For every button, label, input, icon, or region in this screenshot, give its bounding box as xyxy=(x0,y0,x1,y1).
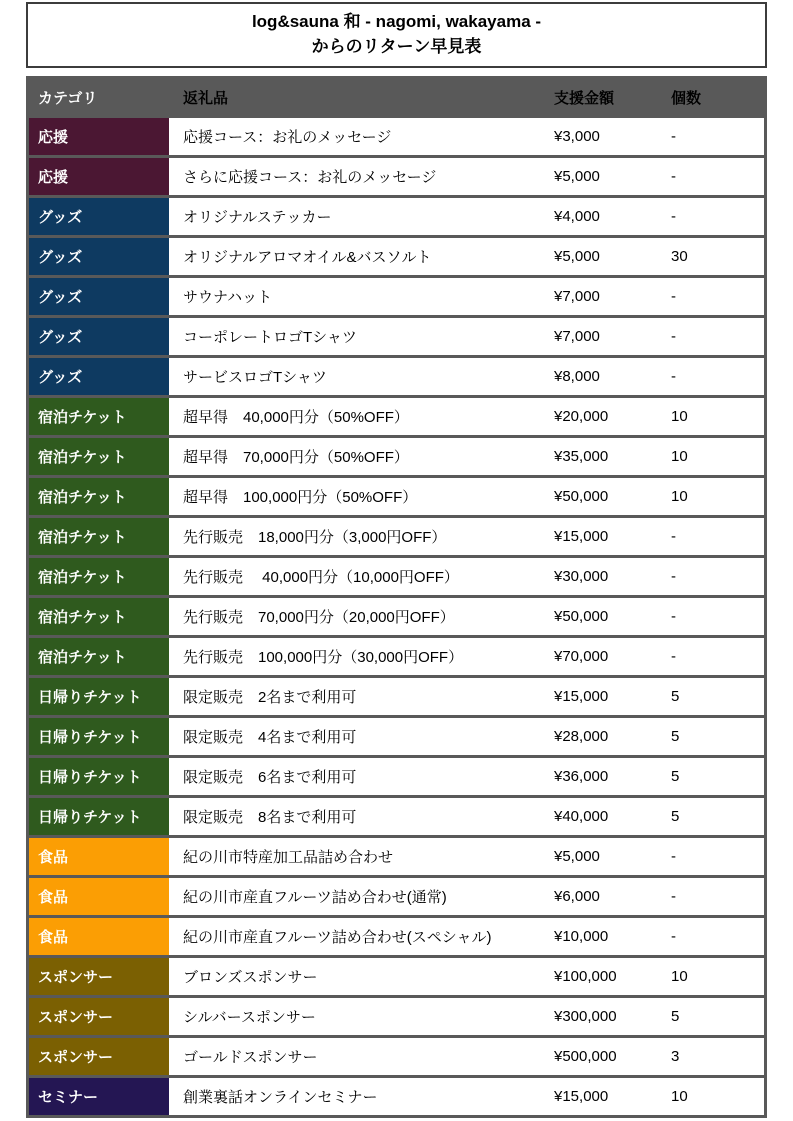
count-cell: 10 xyxy=(671,1088,688,1105)
amount-cell: ¥100,000 xyxy=(554,968,617,985)
category-cell: 宿泊チケット xyxy=(29,478,174,515)
header-item: 返礼品 xyxy=(183,89,229,107)
table-row xyxy=(29,315,764,355)
item-cell: ブロンズスポンサー xyxy=(183,969,318,986)
amount-cell: ¥3,000 xyxy=(554,128,600,145)
amount-cell: ¥15,000 xyxy=(554,688,609,705)
amount-cell: ¥35,000 xyxy=(554,448,609,465)
count-cell: 5 xyxy=(671,768,680,785)
table-header-row xyxy=(29,79,764,115)
category-cell: 食品 xyxy=(29,838,174,875)
title-box xyxy=(26,2,767,68)
amount-cell: ¥15,000 xyxy=(554,528,609,545)
table-row xyxy=(29,515,764,555)
category-cell: スポンサー xyxy=(29,998,174,1035)
count-cell: - xyxy=(671,528,676,545)
category-cell: グッズ xyxy=(29,198,174,235)
returns-table xyxy=(26,76,767,1118)
header-count: 個数 xyxy=(671,89,702,107)
table-row xyxy=(29,235,764,275)
category-cell: グッズ xyxy=(29,238,174,275)
count-cell: - xyxy=(671,288,676,305)
amount-cell: ¥36,000 xyxy=(554,768,609,785)
amount-cell: ¥28,000 xyxy=(554,728,609,745)
amount-cell: ¥500,000 xyxy=(554,1048,617,1065)
category-cell: スポンサー xyxy=(29,958,174,995)
item-cell: 紀の川市特産加工品詰め合わせ xyxy=(183,849,394,866)
table-row xyxy=(29,995,764,1035)
category-cell: 日帰りチケット xyxy=(29,758,174,795)
item-cell: オリジナルアロマオイル&バスソルト xyxy=(183,249,432,266)
table-row xyxy=(29,195,764,235)
category-cell: 食品 xyxy=(29,878,174,915)
header-category: カテゴリ xyxy=(29,87,174,108)
item-cell: シルバースポンサー xyxy=(183,1009,316,1026)
count-cell: 5 xyxy=(671,808,680,825)
item-cell: 超早得 40,000円分（50%OFF） xyxy=(183,409,409,426)
item-cell: 限定販売 6名まで利用可 xyxy=(183,769,357,786)
category-cell: 宿泊チケット xyxy=(29,638,174,675)
amount-cell: ¥30,000 xyxy=(554,568,609,585)
item-cell: 超早得 100,000円分（50%OFF） xyxy=(183,489,418,506)
table-row xyxy=(29,395,764,435)
amount-cell: ¥20,000 xyxy=(554,408,609,425)
item-cell: 紀の川市産直フルーツ詰め合わせ(スペシャル) xyxy=(183,929,492,946)
count-cell: 5 xyxy=(671,728,680,745)
item-cell: サウナハット xyxy=(183,289,273,306)
item-cell: 超早得 70,000円分（50%OFF） xyxy=(183,449,409,466)
count-cell: 30 xyxy=(671,248,688,265)
count-cell: - xyxy=(671,928,676,945)
category-cell: 宿泊チケット xyxy=(29,558,174,595)
category-cell: セミナー xyxy=(29,1078,174,1115)
item-cell: 限定販売 4名まで利用可 xyxy=(183,729,357,746)
amount-cell: ¥5,000 xyxy=(554,168,600,185)
amount-cell: ¥50,000 xyxy=(554,488,609,505)
count-cell: 5 xyxy=(671,688,680,705)
table-row xyxy=(29,355,764,395)
item-cell: ゴールドスポンサー xyxy=(183,1049,318,1066)
header-amount: 支援金額 xyxy=(554,89,615,107)
amount-cell: ¥50,000 xyxy=(554,608,609,625)
title-line-1: log&sauna 和 - nagomi, wakayama - xyxy=(251,12,542,32)
table-row xyxy=(29,1075,764,1115)
table-body xyxy=(29,115,764,1115)
table-row xyxy=(29,435,764,475)
item-cell: サービスロゴTシャツ xyxy=(183,369,327,386)
title-line-2: からのリターン早見表 xyxy=(311,37,482,56)
count-cell: - xyxy=(671,168,676,185)
category-cell: 日帰りチケット xyxy=(29,718,174,755)
category-cell: 食品 xyxy=(29,918,174,955)
item-cell: 応援コース：お礼のメッセージ xyxy=(183,129,392,146)
amount-cell: ¥15,000 xyxy=(554,1088,609,1105)
category-cell: 日帰りチケット xyxy=(29,798,174,835)
count-cell: - xyxy=(671,568,676,585)
table-row xyxy=(29,595,764,635)
count-cell: 10 xyxy=(671,968,688,985)
table-row xyxy=(29,1035,764,1075)
count-cell: 10 xyxy=(671,448,688,465)
count-cell: - xyxy=(671,128,676,145)
item-cell: オリジナルステッカー xyxy=(183,209,332,226)
count-cell: - xyxy=(671,368,676,385)
table-row xyxy=(29,955,764,995)
count-cell: 5 xyxy=(671,1008,680,1025)
amount-cell: ¥300,000 xyxy=(554,1008,617,1025)
table-row xyxy=(29,635,764,675)
table-row xyxy=(29,915,764,955)
category-cell: 応援 xyxy=(29,158,174,195)
amount-cell: ¥7,000 xyxy=(554,328,600,345)
table-row xyxy=(29,675,764,715)
amount-cell: ¥40,000 xyxy=(554,808,609,825)
item-cell: 紀の川市産直フルーツ詰め合わせ(通常) xyxy=(183,889,447,906)
count-cell: - xyxy=(671,208,676,225)
count-cell: 3 xyxy=(671,1048,680,1065)
category-cell: グッズ xyxy=(29,278,174,315)
count-cell: 10 xyxy=(671,488,688,505)
table-row xyxy=(29,835,764,875)
table-row xyxy=(29,755,764,795)
category-cell: 日帰りチケット xyxy=(29,678,174,715)
amount-cell: ¥6,000 xyxy=(554,888,600,905)
count-cell: - xyxy=(671,848,676,865)
item-cell: 先行販売 40,000円分（10,000円OFF） xyxy=(183,569,459,586)
category-cell: グッズ xyxy=(29,318,174,355)
amount-cell: ¥4,000 xyxy=(554,208,600,225)
table-row xyxy=(29,875,764,915)
item-cell: 限定販売 2名まで利用可 xyxy=(183,689,357,706)
table-row xyxy=(29,115,764,155)
amount-cell: ¥5,000 xyxy=(554,848,600,865)
table-row xyxy=(29,795,764,835)
category-cell: 宿泊チケット xyxy=(29,398,174,435)
count-cell: - xyxy=(671,328,676,345)
item-cell: さらに応援コース：お礼のメッセージ xyxy=(183,169,437,186)
item-cell: コーポレートロゴTシャツ xyxy=(183,329,357,346)
item-cell: 先行販売 18,000円分（3,000円OFF） xyxy=(183,529,447,546)
count-cell: - xyxy=(671,648,676,665)
category-cell: グッズ xyxy=(29,358,174,395)
amount-cell: ¥5,000 xyxy=(554,248,600,265)
amount-cell: ¥8,000 xyxy=(554,368,600,385)
category-cell: 宿泊チケット xyxy=(29,438,174,475)
item-cell: 先行販売 70,000円分（20,000円OFF） xyxy=(183,609,455,626)
item-cell: 先行販売 100,000円分（30,000円OFF） xyxy=(183,649,464,666)
table-row xyxy=(29,275,764,315)
category-cell: 応援 xyxy=(29,118,174,155)
item-cell: 限定販売 8名まで利用可 xyxy=(183,809,357,826)
amount-cell: ¥7,000 xyxy=(554,288,600,305)
item-cell: 創業裏話オンラインセミナー xyxy=(183,1089,378,1106)
count-cell: 10 xyxy=(671,408,688,425)
category-cell: 宿泊チケット xyxy=(29,518,174,555)
amount-cell: ¥10,000 xyxy=(554,928,609,945)
amount-cell: ¥70,000 xyxy=(554,648,609,665)
table-row xyxy=(29,475,764,515)
category-cell: スポンサー xyxy=(29,1038,174,1075)
table-row xyxy=(29,715,764,755)
table-row xyxy=(29,155,764,195)
count-cell: - xyxy=(671,888,676,905)
category-cell: 宿泊チケット xyxy=(29,598,174,635)
count-cell: - xyxy=(671,608,676,625)
table-row xyxy=(29,555,764,595)
